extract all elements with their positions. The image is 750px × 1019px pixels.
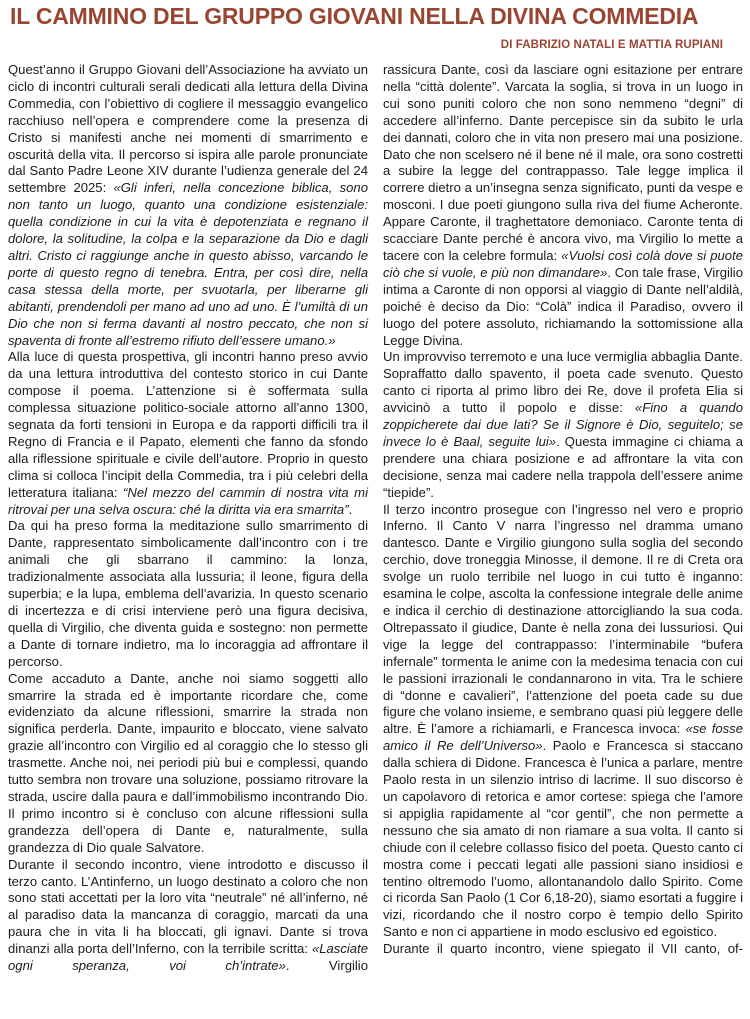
paragraph [383,62,743,349]
paragraph [8,349,368,518]
paragraph [8,671,368,857]
text-segment: Durante il secondo incontro, viene introdotto e discusso il terzo canto. L’Antinferno, un luogo destinato a coloro che non sono stati accettati per la loro vita “neutrale” né all’inferno, né al paradiso data la mancanza di coraggio, marcati da una paura che in vita li ha bloccati, gli ignavi. Dante si trova dinanzi alla porta dell’Inferno, con la terribile scritta: [8,856,368,957]
text-segment: . [348,501,353,517]
column-right [383,62,743,975]
quote-italic-segment: «Lasciate ogni speranza, voi ch’intrate» [8,941,368,974]
text-segment: Un improvviso terremoto e una luce vermiglia abbaglia Dante. Sopraffatto dallo spavento, il poeta cade svenuto. Questo canto ci riporta al primo libro dei Re, dove il profeta Elia si avvicinò a tutto il popolo e disse: [383,349,743,416]
paragraph [383,502,743,942]
text-segment: . Paolo e Francesca si staccano dalla schiera di Didone. Francesca è l’unica a parlare, mentre Paolo resta in un silenzio intriso di lacrime. Il suo discorso è un capolavoro di retorica e amor cortese: spiega che l’amore si appiglia rapidamente al “cor gentil”, che non permette a nessuno che sia amato di non riamare a sua volta. Il canto si chiude con il celebre collasso fisico del poeta. Questo canto ci mostra come i peccati legati alle passioni siano insidiosi e tentino oltremodo l’uomo, allontanandolo dallo Spirito. Come ci ricorda San Paolo (1 Cor 6,18-20), siamo esortati a fuggire i vizi, ricordando che il nostro corpo è tempio dello Spirito Santo e non ci appartiene in modo esclusivo ed egoistico. [383,738,744,940]
text-segment: Durante il quarto incontro, viene spiegato il VII canto, of- [383,941,743,957]
quote-italic-segment: «Vuolsi così colà dove si puote ciò che si vuole, e più non dimandare» [383,247,743,280]
paragraph [383,349,743,501]
text-segment: . Virgilio [285,958,368,974]
text-segment: Quest’anno il Gruppo Giovani dell’Associazione ha avviato un ciclo di incontri culturali serali dedicati alla lettura della Divina Commedia, con l’obiettivo di cogliere il messaggio evangelico racchiuso nell’opera e comprendere come la presenza di Cristo si manifesti anche nei momenti di smarrimento e oscurità della vita. Il percorso si ispira alle parole pronunciate dal Santo Padre Leone XIV durante l’udienza generale del 24 settembre 2025: [8,62,368,196]
quote-italic-segment: «se fosse amico il Re dell’Universo» [383,721,743,754]
paragraph [8,518,368,670]
quote-italic-segment: “Nel mezzo del cammin di nostra vita mi ritrovai per una selva oscura: ché la diritta via era smarrita” [8,484,368,517]
quote-italic-segment: «Fino a quando zoppicherete dai due lati? Se il Signore è Dio, seguitelo; se invece lo è Baal, seguite lui» [383,400,743,449]
quote-italic-segment: «Gli inferi, nella concezione biblica, sono non tanto un luogo, quanto una condizione esistenziale: quella condizione in cui la vita è depotenziata e regnano il dolore, la solitudine, la colpa e la separazione da Dio e dagli altri. Cristo ci raggiunge anche in questo abisso, varcando le porte di questo regno di tenebra. Entra, per così dire, nella casa stessa della morte, per svuotarla, per liberarne gli abitanti, prendendoli per mano ad uno ad uno. È l’umiltà di un Dio che non si ferma davanti al nostro peccato, che non si spaventa di fronte all’estremo rifiuto dell’essere umano.» [8,180,368,348]
article-header [8,4,743,51]
paragraph [383,941,743,958]
paragraph [8,857,368,975]
text-segment: Il terzo incontro prosegue con l’ingresso nel vero e proprio Inferno. Il Canto V narra l’ingresso nel dramma umano dantesco. Dante e Virgilio giungono sulla soglia del secondo cerchio, dove troneggia Minosse, il demone. Il re di Creta ora svolge un ruolo terribile nel luogo in cui tutto è inganno: esamina le colpe, ascolta la confessione integrale delle anime e indica il cerchio di destinazione attorcigliando la sua coda. Oltrepassato il giudice, Dante è nella zona dei lussuriosi. Qui vige la legge del contrappasso: l’interminabile “bufera infernale” tormenta le anime con la medesima tenacia con cui le passioni irrazionali le condannarono in vita. Tra le schiere di “donne e cavalieri”, l’attenzione del poeta cade su due figure che volano insieme, e sembrano quasi più leggere delle altre. È l’amore a richiamarli, e Francesca invoca: [383,501,743,737]
text-segment: rassicura Dante, così da lasciare ogni esitazione per entrare nella “città dolente”. Varcata la soglia, si trova in un luogo in cui sono puniti coloro che non sono nemmeno “degni” di accedere all’inferno. Dante percepisce sin da subito le urla dei dannati, coloro che in vita non presero mai una posizione. Dato che non scelsero né il bene né il male, ora sono costretti a subire la legge del contrappasso. Tale legge implica il correre dietro a un’insegna senza significato, punti da vespe e mosconi. I due poeti giungono sulla riva del fiume Acheronte. Appare Caronte, il traghettatore demoniaco. Caronte tenta di scacciare Dante perché è ancora vivo, ma Virgilio lo mette a tacere con la celebre formula: [383,62,743,263]
column-left [8,62,368,975]
article-byline: DI FABRIZIO NATALI E MATTIA RUPIANI [500,39,723,51]
paragraph [8,62,368,349]
article-body [8,62,743,975]
text-segment: Alla luce di questa prospettiva, gli incontri hanno preso avvio da una lettura introduttiva del contesto storico in cui Dante compose il poema. L’attenzione si è soffermata sulla complessa situazione politico-sociale attorno all’anno 1300, segnata da forti tensioni in Europa e da rapporti difficili tra il Regno di Francia e il Papato, elementi che fanno da sfondo alla riflessione spirituale e civile dell’autore. Proprio in questo clima si colloca l’incipit della Commedia, tra i più celebri della letteratura italiana: [8,349,368,500]
text-segment: . Con tale frase, Virgilio intima a Caronte di non opporsi al viaggio di Dante nell’aldilà, poiché è deciso da Dio: “Colà” indica il Paradiso, ovvero il luogo del potere assoluto, richiamando la sottomissione alla Legge Divina. [383,264,743,348]
text-segment: Come accaduto a Dante, anche noi siamo soggetti allo smarrire la strada ed è importante ricordare che, come evidenziato da alcune riflessioni, smarrire la strada non significa perderla. Dante, impaurito e bloccato, viene salvato grazie all’incontro con Virgilio ed al coraggio che lo stesso gli trasmette. Anche noi, nei periodi più bui e complessi, quando tutto sembra non trovare una soluzione, possiamo ritrovare la strada, uscire dalla paura e dall’immobilismo incontrando Dio. Il primo incontro si è concluso con alcune riflessioni sulla grandezza dell’opera di Dante e, naturalmente, sulla grandezza di Dio quale Salvatore. [8,670,368,855]
text-segment: . Questa immagine ci chiama a prendere una chiara posizione e ad affrontare la vita con decisione, senza mai cadere nella trappola dell’essere anime “tiepide”. [383,433,743,500]
article-title: IL CAMMINO DEL GRUPPO GIOVANI NELLA DIVINA COMMEDIA [10,3,699,29]
text-segment: Da qui ha preso forma la meditazione sullo smarrimento di Dante, rappresentato simbolicamente dall’incontro con i tre animali che gli sbarrano il cammino: la lonza, tradizionalmente associata alla lussuria; il leone, figura della superbia; e la lupa, emblema dell’avarizia. In questo scenario di incertezza e di crisi interviene però una figura decisiva, quella di Virgilio, che diventa guida e sostegno: non permette a Dante di tornare indietro, ma lo incoraggia ad affrontare il percorso. [8,518,368,669]
